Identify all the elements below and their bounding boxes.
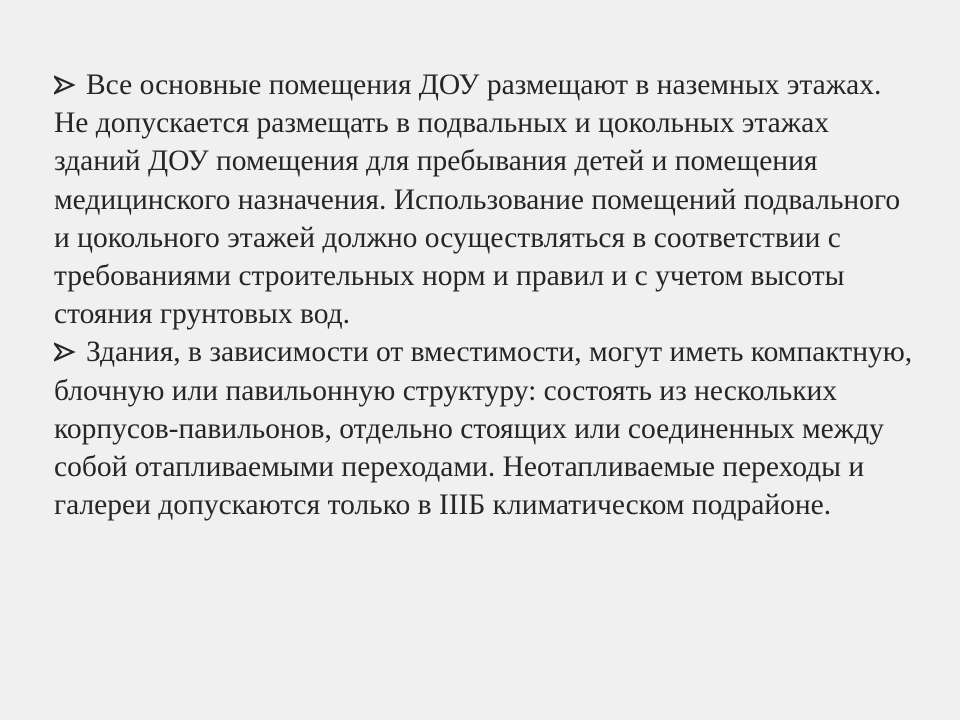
arrow-bullet-icon xyxy=(54,334,76,354)
bullet-text-2: Здания, в зависимости от вместимости, могут иметь компактную, блочную или павильонную структуру: состоять из нескольких корпусов-павильонов, отдельно стоящих или соединенных между собой отапливаемыми переходами. Неотапливаемые переходы и галереи допускаются только в IIIБ климатическом подрайоне. xyxy=(54,336,913,522)
arrow-bullet-icon xyxy=(54,67,76,87)
bullet-item-2 xyxy=(54,333,914,524)
bullet-text-1: Все основные помещения ДОУ размещают в наземных этажах. Не допускается размещать в подвальных и цокольных этажах зданий ДОУ помещения для пребывания детей и помещения медицинского назначения. Использование помещений подвального и цокольного этажей должно осуществляться в соответствии с требованиями строительных норм и правил и с учетом высоты стояния грунтовых вод. xyxy=(54,69,901,331)
bullet-item-1 xyxy=(54,66,914,333)
bullet-list xyxy=(54,66,914,524)
